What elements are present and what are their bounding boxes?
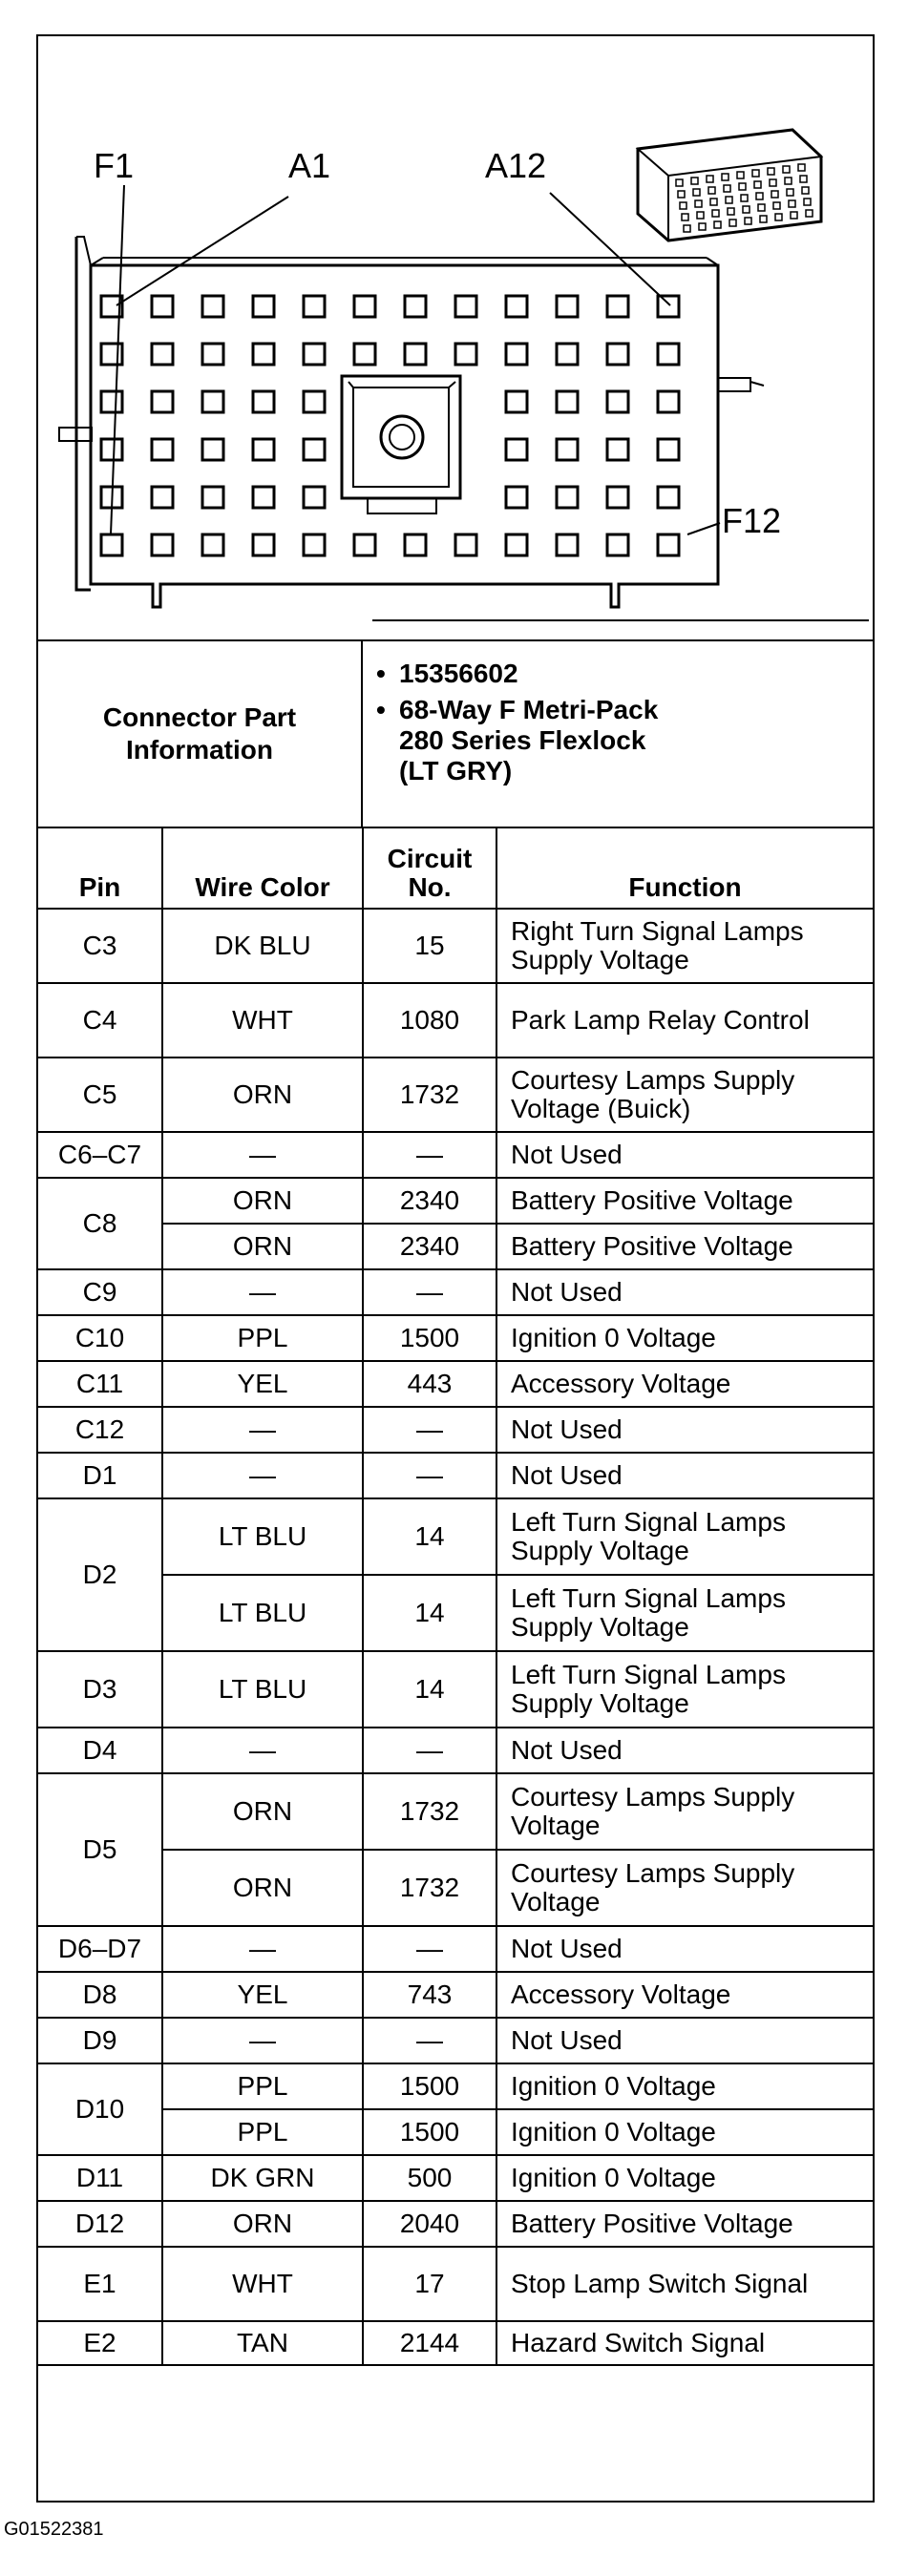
bullet-dot-icon: • <box>376 695 386 724</box>
cavity-square <box>607 344 628 365</box>
table-row <box>38 1315 873 1361</box>
circuit-cell: 1500 <box>363 2063 496 2109</box>
table-row <box>38 909 873 983</box>
circuit-cell: — <box>363 1132 496 1178</box>
table-row <box>38 1407 873 1453</box>
function-cell: Left Turn Signal Lamps Supply Voltage <box>496 1498 873 1575</box>
circuit-cell: 17 <box>363 2247 496 2321</box>
pin-cell: C10 <box>38 1315 162 1361</box>
wire-color-cell: WHT <box>162 983 363 1058</box>
pin-cell: C4 <box>38 983 162 1058</box>
wire-color-cell: — <box>162 1728 363 1773</box>
table-row <box>38 2321 873 2365</box>
cavity-square <box>557 534 578 555</box>
function-cell: Right Turn Signal Lamps Supply Voltage <box>496 909 873 983</box>
cavity-square <box>557 487 578 508</box>
cavity-square <box>253 344 274 365</box>
wire-color-cell: — <box>162 2018 363 2063</box>
cavity-square <box>405 534 426 555</box>
table-row <box>38 1575 873 1651</box>
function-cell: Battery Positive Voltage <box>496 1224 873 1269</box>
table-row <box>38 2109 873 2155</box>
circuit-cell: 1080 <box>363 983 496 1058</box>
table-row <box>38 1453 873 1498</box>
figure-code: G01522381 <box>4 2519 104 2540</box>
cavity-square <box>304 534 325 555</box>
label-f1: F1 <box>94 146 135 185</box>
table-row <box>38 1926 873 1972</box>
circuit-cell: 14 <box>363 1575 496 1651</box>
function-cell: Ignition 0 Voltage <box>496 2063 873 2109</box>
table-row <box>38 983 873 1058</box>
wire-color-cell: ORN <box>162 2201 363 2247</box>
label-a1: A1 <box>288 146 331 185</box>
table-row <box>38 1972 873 2018</box>
cavity-square <box>607 439 628 460</box>
wire-color-cell: — <box>162 1407 363 1453</box>
wire-color-cell: TAN <box>162 2321 363 2365</box>
cavity-square <box>455 296 476 317</box>
table-row <box>38 1498 873 1575</box>
cavity-square <box>202 344 223 365</box>
wire-color-cell: — <box>162 1453 363 1498</box>
connector-diagram <box>38 36 873 641</box>
label-f12: F12 <box>722 501 782 540</box>
table-row <box>38 2063 873 2109</box>
function-cell: Park Lamp Relay Control <box>496 983 873 1058</box>
cavity-square <box>557 296 578 317</box>
wire-color-cell: DK BLU <box>162 909 363 983</box>
cavity-square <box>304 439 325 460</box>
cavity-square <box>607 534 628 555</box>
wire-color-cell: WHT <box>162 2247 363 2321</box>
connector-part-info <box>38 641 873 828</box>
connector-description: 68-Way F Metri-Pack 280 Series Flexlock (LT GRY) <box>399 695 659 785</box>
circuit-cell: 443 <box>363 1361 496 1407</box>
wire-color-cell: YEL <box>162 1972 363 2018</box>
cavity-square <box>304 487 325 508</box>
table-row <box>38 1850 873 1926</box>
cavity-square <box>253 391 274 412</box>
cavity-square <box>304 296 325 317</box>
pin-cell: C3 <box>38 909 162 983</box>
wire-color-cell: ORN <box>162 1850 363 1926</box>
cavity-square <box>506 439 527 460</box>
function-cell: Courtesy Lamps Supply Voltage <box>496 1850 873 1926</box>
cavity-square <box>557 439 578 460</box>
cavity-square <box>152 487 173 508</box>
function-cell: Battery Positive Voltage <box>496 1178 873 1224</box>
cavity-square <box>506 391 527 412</box>
cavity-square <box>658 391 679 412</box>
table-row <box>38 2247 873 2321</box>
circuit-cell: 743 <box>363 1972 496 2018</box>
wire-color-cell: ORN <box>162 1773 363 1850</box>
circuit-cell: — <box>363 1407 496 1453</box>
wire-color-cell: PPL <box>162 2063 363 2109</box>
function-cell: Accessory Voltage <box>496 1972 873 2018</box>
bullet-description <box>376 695 863 786</box>
cavity-square <box>253 296 274 317</box>
table-row <box>38 2018 873 2063</box>
cavity-square <box>101 439 122 460</box>
table-row <box>38 1224 873 1269</box>
pin-cell: D11 <box>38 2155 162 2201</box>
label-a12: A12 <box>485 146 547 185</box>
wire-color-cell: — <box>162 1926 363 1972</box>
pin-cell: D1 <box>38 1453 162 1498</box>
cavity-square <box>152 439 173 460</box>
cavity-square <box>202 487 223 508</box>
circuit-cell: — <box>363 1269 496 1315</box>
function-cell: Ignition 0 Voltage <box>496 2155 873 2201</box>
wire-color-cell: PPL <box>162 1315 363 1361</box>
function-cell: Hazard Switch Signal <box>496 2321 873 2365</box>
pin-cell: D12 <box>38 2201 162 2247</box>
connector-isometric-icon <box>638 130 821 241</box>
connector-sheet <box>36 34 875 2503</box>
table-row <box>38 2155 873 2201</box>
function-cell: Not Used <box>496 1407 873 1453</box>
table-row <box>38 1178 873 1224</box>
cavity-square <box>658 344 679 365</box>
circuit-cell: 2040 <box>363 2201 496 2247</box>
circuit-cell: — <box>363 1453 496 1498</box>
table-header-row <box>38 828 873 909</box>
pin-cell: D2 <box>38 1498 162 1651</box>
cavity-square <box>253 534 274 555</box>
pinout-table-body <box>38 909 873 2365</box>
cavity-square <box>253 439 274 460</box>
pin-cell: C5 <box>38 1058 162 1132</box>
cavity-square <box>506 534 527 555</box>
circuit-cell: — <box>363 1926 496 1972</box>
function-cell: Left Turn Signal Lamps Supply Voltage <box>496 1575 873 1651</box>
cavity-square <box>304 391 325 412</box>
cavity-square <box>506 487 527 508</box>
function-cell: Accessory Voltage <box>496 1361 873 1407</box>
cavity-square <box>607 487 628 508</box>
pin-cell: D3 <box>38 1651 162 1728</box>
header-circuit-no: Circuit No. <box>363 828 496 909</box>
pin-cell: C11 <box>38 1361 162 1407</box>
cavity-square <box>607 296 628 317</box>
cavity-square <box>304 344 325 365</box>
cavity-square <box>455 534 476 555</box>
table-row <box>38 2201 873 2247</box>
function-cell: Not Used <box>496 1453 873 1498</box>
circuit-cell: 14 <box>363 1651 496 1728</box>
pin-cell: E1 <box>38 2247 162 2321</box>
circuit-cell: 2340 <box>363 1224 496 1269</box>
wire-color-cell: ORN <box>162 1224 363 1269</box>
pin-cell: D9 <box>38 2018 162 2063</box>
pin-cell: D4 <box>38 1728 162 1773</box>
cavity-square <box>202 391 223 412</box>
circuit-cell: — <box>363 2018 496 2063</box>
function-cell: Not Used <box>496 1926 873 1972</box>
header-pin: Pin <box>38 828 162 909</box>
wire-color-cell: ORN <box>162 1058 363 1132</box>
circuit-cell: 1500 <box>363 1315 496 1361</box>
pin-cell: D8 <box>38 1972 162 2018</box>
table-row <box>38 1269 873 1315</box>
cavity-square <box>607 391 628 412</box>
pin-cell: D6–D7 <box>38 1926 162 1972</box>
wire-color-cell: — <box>162 1132 363 1178</box>
circuit-cell: 1732 <box>363 1850 496 1926</box>
circuit-cell: 2340 <box>363 1178 496 1224</box>
function-cell: Battery Positive Voltage <box>496 2201 873 2247</box>
pin-cell: D10 <box>38 2063 162 2155</box>
function-cell: Not Used <box>496 1728 873 1773</box>
cavity-square <box>101 391 122 412</box>
function-cell: Not Used <box>496 1132 873 1178</box>
cavity-square <box>202 439 223 460</box>
cavity-square <box>354 296 375 317</box>
cavity-square <box>354 344 375 365</box>
cavity-square <box>202 296 223 317</box>
wire-color-cell: DK GRN <box>162 2155 363 2201</box>
cavity-square <box>658 439 679 460</box>
cavity-square <box>658 534 679 555</box>
table-row <box>38 1058 873 1132</box>
pin-cell: C9 <box>38 1269 162 1315</box>
circuit-cell: — <box>363 1728 496 1773</box>
table-row <box>38 1728 873 1773</box>
wire-color-cell: YEL <box>162 1361 363 1407</box>
cavity-square <box>506 296 527 317</box>
cavity-square <box>557 344 578 365</box>
bullet-dot-icon: • <box>376 659 386 688</box>
pin-cell: D5 <box>38 1773 162 1926</box>
cavity-square <box>455 344 476 365</box>
pin-cell: C8 <box>38 1178 162 1269</box>
pin-cell: C12 <box>38 1407 162 1453</box>
function-cell: Stop Lamp Switch Signal <box>496 2247 873 2321</box>
function-cell: Ignition 0 Voltage <box>496 1315 873 1361</box>
connector-face-drawing <box>38 36 873 641</box>
connector-info-heading: Connector Part Information <box>38 641 363 827</box>
wire-color-cell: PPL <box>162 2109 363 2155</box>
cavity-square <box>658 487 679 508</box>
connector-info-bullets <box>376 659 863 792</box>
table-row <box>38 1361 873 1407</box>
table-row <box>38 1651 873 1728</box>
function-cell: Courtesy Lamps Supply Voltage (Buick) <box>496 1058 873 1132</box>
cavity-square <box>202 534 223 555</box>
cavity-square <box>405 344 426 365</box>
header-wire-color: Wire Color <box>162 828 363 909</box>
table-row <box>38 1773 873 1850</box>
header-function: Function <box>496 828 873 909</box>
wire-color-cell: ORN <box>162 1178 363 1224</box>
function-cell: Courtesy Lamps Supply Voltage <box>496 1773 873 1850</box>
part-number: 15356602 <box>399 659 518 688</box>
function-cell: Ignition 0 Voltage <box>496 2109 873 2155</box>
cavity-square <box>101 344 122 365</box>
circuit-cell: 1732 <box>363 1773 496 1850</box>
circuit-cell: 1500 <box>363 2109 496 2155</box>
cavity-square <box>557 391 578 412</box>
pinout-table <box>38 828 873 2366</box>
cavity-square <box>658 296 679 317</box>
table-row <box>38 1132 873 1178</box>
wire-color-cell: LT BLU <box>162 1651 363 1728</box>
circuit-cell: 500 <box>363 2155 496 2201</box>
circuit-cell: 14 <box>363 1498 496 1575</box>
cavity-square <box>152 391 173 412</box>
circuit-cell: 1732 <box>363 1058 496 1132</box>
wire-color-cell: LT BLU <box>162 1575 363 1651</box>
cavity-square <box>506 344 527 365</box>
pin-cell: E2 <box>38 2321 162 2365</box>
function-cell: Not Used <box>496 1269 873 1315</box>
cavity-square <box>101 534 122 555</box>
cavity-square <box>152 344 173 365</box>
cavity-square <box>152 296 173 317</box>
function-cell: Not Used <box>496 2018 873 2063</box>
cavity-square <box>354 534 375 555</box>
circuit-cell: 2144 <box>363 2321 496 2365</box>
bullet-part-number <box>376 659 863 689</box>
pin-cell: C6–C7 <box>38 1132 162 1178</box>
wire-color-cell: — <box>162 1269 363 1315</box>
wire-color-cell: LT BLU <box>162 1498 363 1575</box>
cavity-square <box>405 296 426 317</box>
circuit-cell: 15 <box>363 909 496 983</box>
cavity-square <box>152 534 173 555</box>
cavity-square <box>253 487 274 508</box>
function-cell: Left Turn Signal Lamps Supply Voltage <box>496 1651 873 1728</box>
